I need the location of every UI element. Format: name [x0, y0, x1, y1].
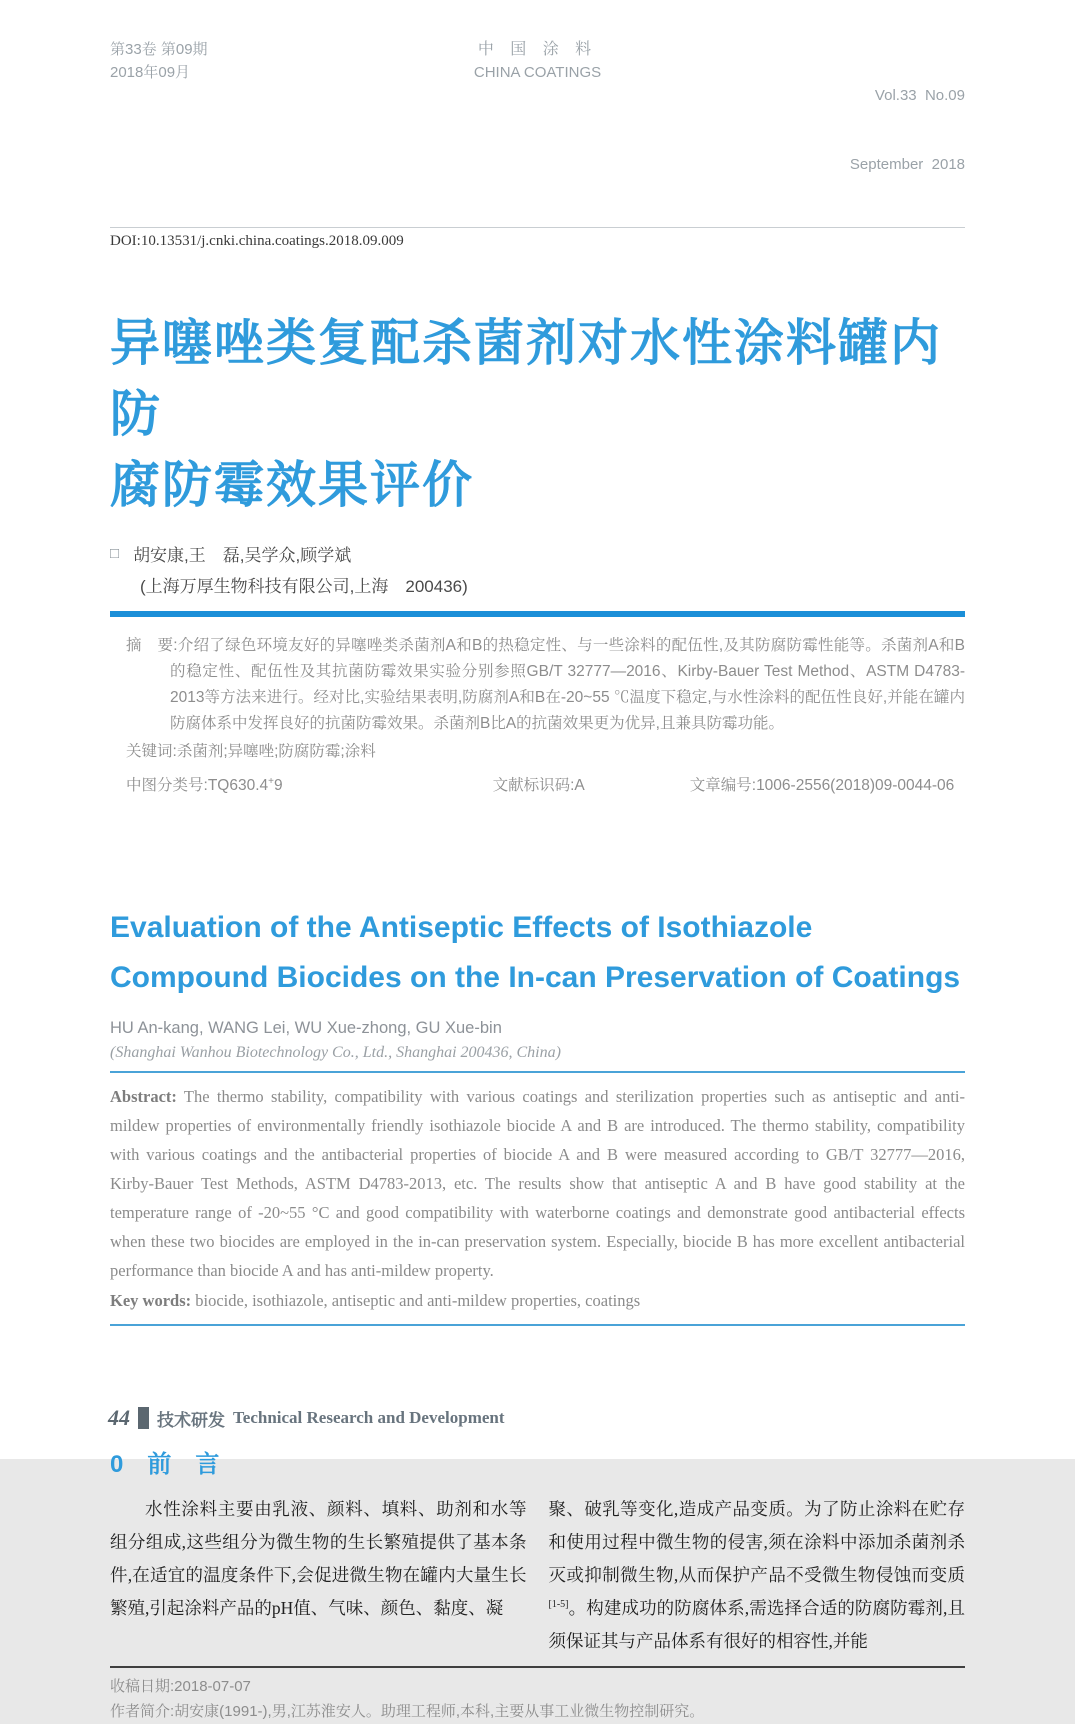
abstract-cn-text: 介绍了绿色环境友好的异噻唑类杀菌剂A和B的热稳定性、与一些涂料的配伍性,及其防腐防霉性能等。杀菌剂A和B的稳定性、配伍性及其抗菌防霉效果实验分别参照GB/T 32777—2016、Kirby-Bauer Test Method、ASTM D4783-2013等方法来进行。经对比,实验结果表明,防腐剂A和B在-20~55 ℃温度下稳定,与水性涂料的配伍性良好,并能在罐内防腐体系中发挥良好的抗菌防霉效果。杀菌剂B比A的抗菌效果更为优异,且兼具防霉功能。 [170, 637, 965, 732]
page-footer [108, 1405, 505, 1431]
footnote-divider [110, 1666, 965, 1668]
journal-issue-cn [110, 38, 330, 222]
author-bio-row [110, 1699, 965, 1724]
journal-header [110, 38, 965, 222]
affiliation-cn: (上海万厚生物科技有限公司,上海 200436) [140, 577, 468, 596]
journal-vol-issue-cn: 第33卷 第09期 [110, 41, 208, 58]
journal-name-en: CHINA COATINGS [473, 64, 602, 81]
article-id-label: 文章编号: [689, 777, 757, 794]
author-marker-icon: □ [110, 545, 120, 562]
doi-line: DOI:10.13531/j.cnki.china.coatings.2018.09.009 [110, 233, 404, 249]
authors-cn: 胡安康,王 磊,吴学众,顾学斌 [133, 546, 352, 565]
intro-right-text-2: 。构建成功的防腐体系,需选择合适的防腐防霉剂,且须保证其与产品体系有很好的相容性,并能 [548, 1598, 965, 1651]
page-number: 44 [108, 1405, 130, 1430]
clc-tail: 9 [273, 777, 283, 794]
clc-item [126, 773, 283, 795]
abstract-en-text: The thermo stability, compatibility with various coatings and sterilization properties such as antiseptic and anti-mildew properties of environmentally friendly isothiazole biocide A and B are introduced. The thermo stability, compatibility with various coatings and the antibacterial properties of biocide A and B were measured according to GB/T 32777—2016, Kirby-Bauer Test Methods, ASTM D4783-2013, etc. The results show that antiseptic A and B have good stability at the temperature range of -20~55 °C and good compatibility with waterborne coatings and demonstrate good antibacterial effects when these two biocides are employed in the in-can preservation system. Especially, biocide B has more excellent antibacterial performance than biocide A and has anti-mildew property. [110, 1087, 965, 1280]
abstract-en-paragraph [110, 1082, 965, 1285]
keywords-cn-row [126, 739, 965, 765]
intro-section [110, 1444, 965, 1658]
title-en-line1: Evaluation of the Antiseptic Effects of Isothiazole [110, 911, 813, 944]
doc-code-item [493, 773, 585, 795]
footer-section-bar-icon [138, 1407, 149, 1429]
article-id-item [690, 773, 955, 795]
clc-label: 中图分类号: [126, 777, 208, 794]
intro-left-column [110, 1493, 527, 1658]
affiliation-en: (Shanghai Wanhou Biotechnology Co., Ltd., Shanghai 200436, China) [110, 1044, 561, 1061]
clc-superscript: + [268, 775, 274, 787]
abstract-cn-paragraph [126, 633, 965, 737]
classification-row [110, 773, 965, 795]
journal-vol-issue-en: Vol.33 No.09 [874, 87, 965, 104]
received-date-row [110, 1674, 965, 1699]
author-bio: 胡安康(1991-),男,江苏淮安人。助理工程师,本科,主要从事工业微生物控制研究。 [174, 1703, 705, 1720]
intro-heading: 0 前 言 [110, 1451, 220, 1478]
doc-code-label: 文献标识码: [492, 777, 575, 794]
title-divider-bar [110, 611, 965, 617]
intro-columns [110, 1493, 965, 1658]
clc-base: TQ630.4 [207, 777, 269, 794]
abstract-en-bottom-rule [110, 1324, 965, 1326]
keywords-en: biocide, isothiazole, antiseptic and anti-mildew properties, coatings [191, 1291, 641, 1310]
article-title-en [110, 903, 965, 1003]
article-id: 1006-2556(2018)09-0044-06 [756, 777, 955, 794]
title-cn-line1: 异噻唑类复配杀菌剂对水性涂料罐内防 [110, 315, 942, 442]
author-bio-label: 作者简介: [110, 1703, 175, 1720]
intro-left-paragraph: 水性涂料主要由乳液、颜料、填料、助剂和水等组分组成,这些组分为微生物的生长繁殖提供了基本条件,在适宜的温度条件下,会促进微生物在罐内大量生长繁殖,引起涂料产品的pH值、气味、颜色、黏度、凝 [110, 1499, 527, 1618]
keywords-cn-label: 关键词: [126, 743, 177, 760]
journal-name [474, 38, 601, 222]
authors-en: HU An-kang, WANG Lei, WU Xue-zhong, GU Xue-bin [110, 1019, 502, 1037]
footnotes [110, 1674, 965, 1724]
received-date: 2018-07-07 [174, 1678, 251, 1695]
abstract-cn-section [110, 633, 965, 765]
citation-superscript: [1-5] [548, 1599, 569, 1611]
footer-section-en: Technical Research and Development [233, 1408, 505, 1427]
abstract-en-label: Abstract: [110, 1087, 177, 1106]
footer-section-cn: 技术研发 [157, 1410, 225, 1430]
doc-code: A [574, 777, 585, 794]
journal-name-cn: 中 国 涂 料 [477, 41, 598, 58]
intro-right-text-1: 聚、破乳等变化,造成产品变质。为了防止涂料在贮存和使用过程中微生物的侵害,须在涂料中添加杀菌剂杀灭或抑制微生物,从而保护产品不受微生物侵蚀而变质 [548, 1499, 965, 1585]
keywords-en-row [110, 1286, 965, 1315]
article-title-cn [110, 308, 965, 521]
journal-date-cn: 2018年09月 [110, 64, 191, 81]
abstract-en-top-rule [110, 1071, 965, 1073]
intro-right-column [549, 1493, 966, 1658]
title-en-line2: Compound Biocides on the In-can Preservation of Coatings [110, 961, 961, 994]
intro-right-paragraph [549, 1493, 966, 1658]
title-cn-line2: 腐防霉效果评价 [110, 457, 474, 513]
journal-issue-en [745, 38, 965, 222]
keywords-en-label: Key words: [110, 1291, 192, 1310]
received-date-label: 收稿日期: [110, 1678, 175, 1695]
authors-cn-row [110, 541, 965, 566]
keywords-cn: 杀菌剂;异噻唑;防腐防霉;涂料 [176, 743, 376, 760]
header-divider [110, 227, 965, 228]
journal-date-en: September 2018 [849, 156, 965, 173]
abstract-cn-label: 摘 要: [126, 637, 178, 654]
